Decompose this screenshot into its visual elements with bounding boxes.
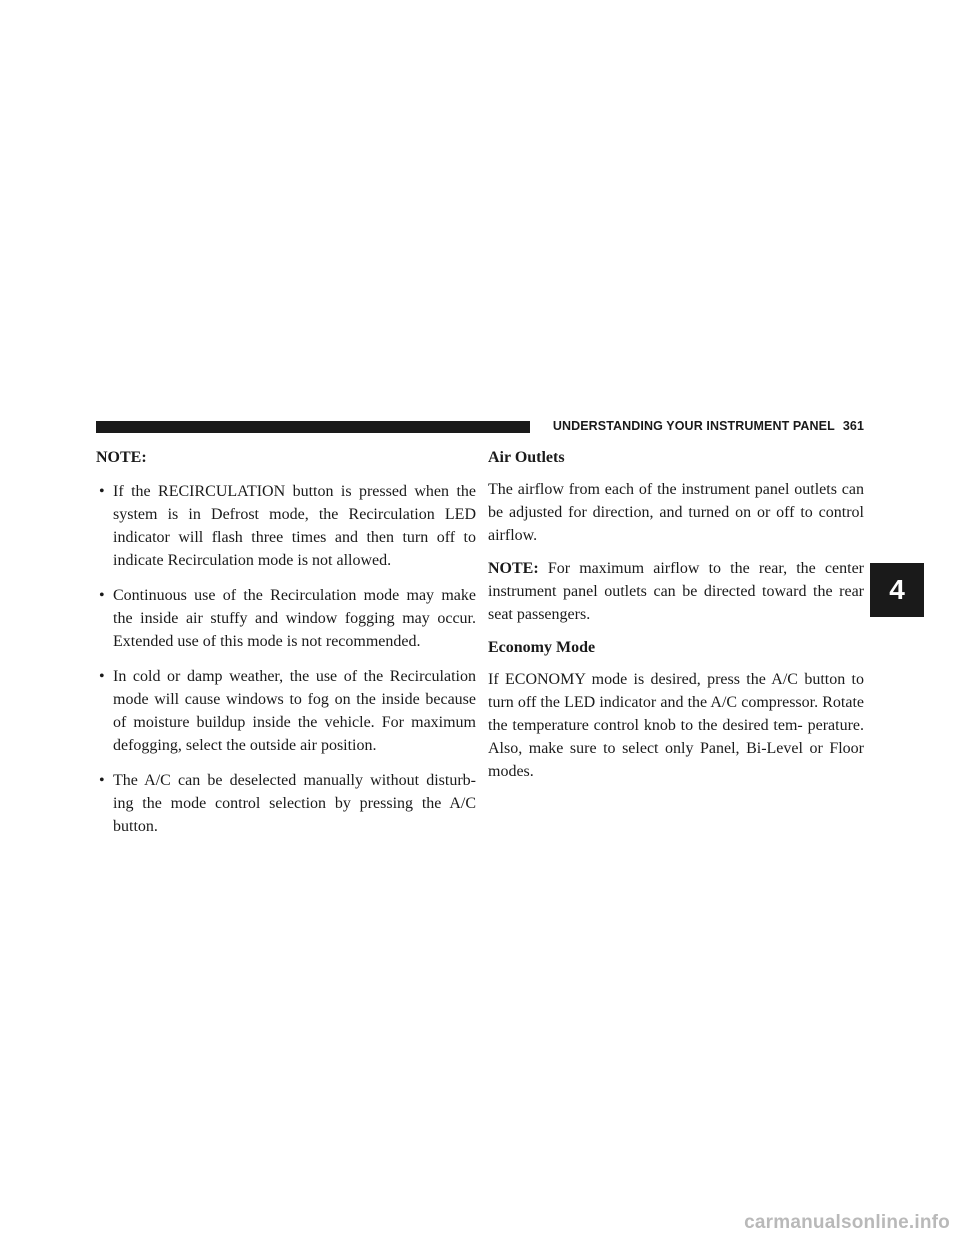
air-outlets-paragraph: The airflow from each of the instrument panel outlets can be adjusted for direction, and turned on or off to control airflow. (488, 481, 864, 544)
note-bullet-list (96, 480, 476, 838)
bullet-text: In cold or damp weather, the use of the Recirculation mode will cause windows to fog on the inside because of moisture buildup inside the vehicle. For maximum defogging, select the outside air position. (113, 668, 476, 754)
bullet-icon: • (99, 587, 105, 604)
list-item (96, 584, 476, 653)
economy-mode-heading: Economy Mode (488, 639, 596, 656)
watermark: carmanualsonline.info (744, 1212, 950, 1233)
right-column (488, 446, 864, 793)
chapter-tab: 4 (870, 563, 924, 617)
air-outlets-heading: Air Outlets (488, 449, 565, 466)
header-title: UNDERSTANDING YOUR INSTRUMENT PANEL (552, 419, 835, 433)
left-column (96, 446, 476, 850)
header-rule (96, 421, 530, 433)
bullet-text: The A/C can be deselected manually without disturb- ing the mode control selection by pressing the A/C button. (113, 772, 476, 835)
bullet-icon: • (99, 772, 105, 789)
list-item (96, 665, 476, 757)
economy-mode-paragraph: If ECONOMY mode is desired, press the A/C button to turn off the LED indicator and the A/C compressor. Rotate the temperature control knob to the desired tem- perature. Also, make sure to select only Panel, Bi-Level or Floor modes. (488, 671, 864, 780)
bullet-text: Continuous use of the Recirculation mode may make the inside air stuffy and window fogging may occur. Extended use of this mode is not recommended. (113, 587, 476, 650)
air-outlets-note (488, 557, 864, 626)
list-item (96, 769, 476, 838)
list-item (96, 480, 476, 572)
bullet-text: If the RECIRCULATION button is pressed when the system is in Defrost mode, the Recirculation LED indicator will flash three times and then turn off to indicate Recirculation mode is not allowed. (113, 483, 476, 569)
page-number: 361 (842, 419, 864, 433)
note-heading: NOTE: (96, 449, 147, 466)
bullet-icon: • (99, 668, 105, 685)
bullet-icon: • (99, 483, 105, 500)
note-label: NOTE: (488, 560, 539, 577)
running-header (536, 419, 864, 433)
note-text: For maximum airflow to the rear, the center instrument panel outlets can be directed toward the rear seat passengers. (488, 560, 864, 623)
